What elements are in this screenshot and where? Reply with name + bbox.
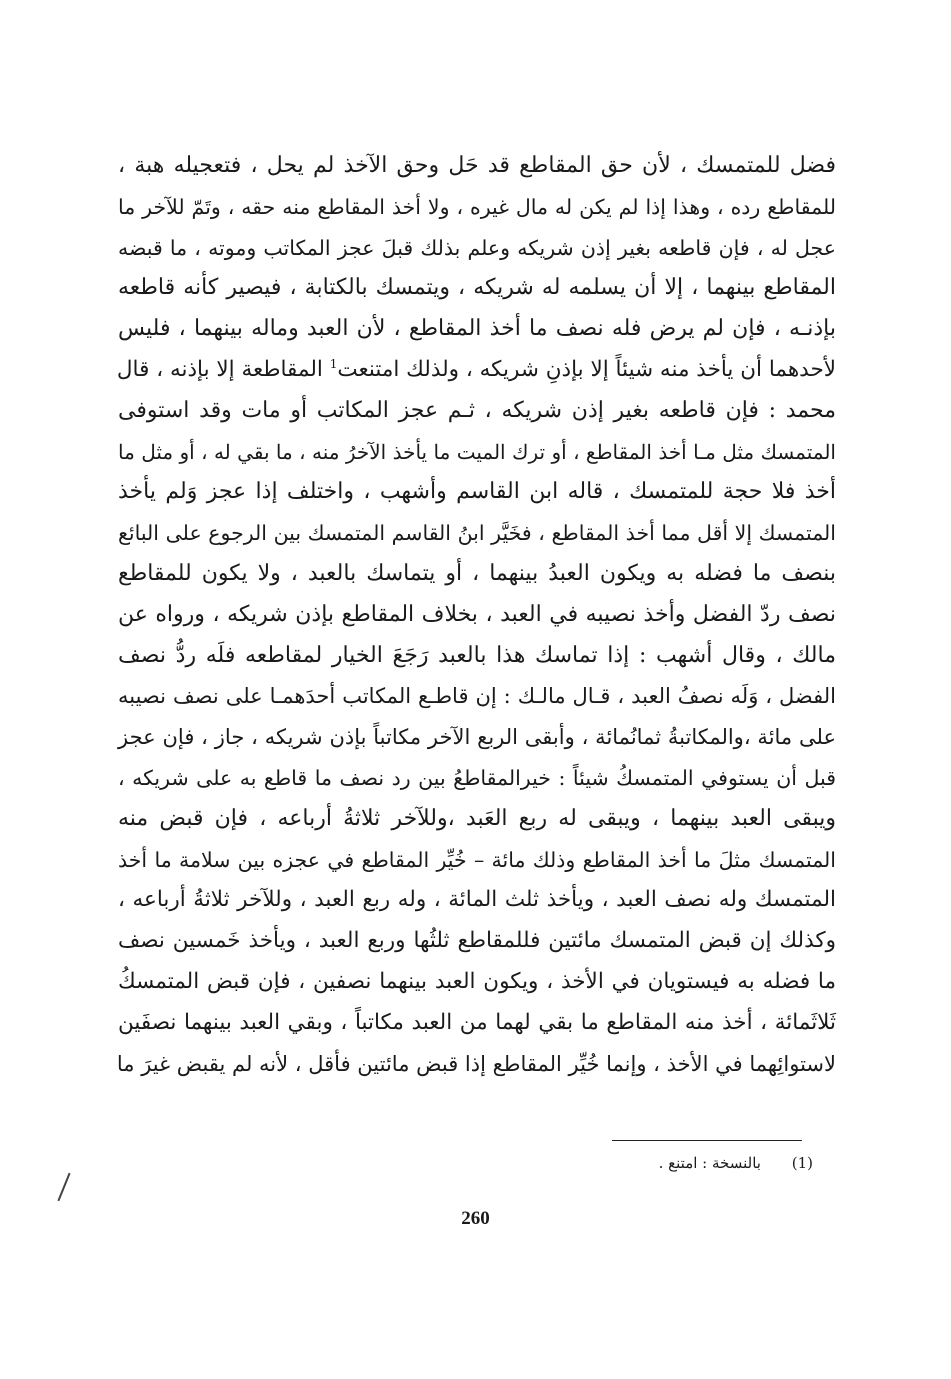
- body-text: [118, 146, 836, 1084]
- text-line-6: [118, 350, 836, 391]
- footnote-text: بالنسخة : امتنع .: [658, 1154, 761, 1172]
- text-line-6-start: لأحدهما أن يأخذ منه شيئاً إلا بإذنِ شريكه ، ولذلك امتنعت: [337, 356, 836, 382]
- text-line-14: الفضل ، وَلَه نصفُ العبد ، قـال مالـك : إن قاطـع المكاتب أحدَهمـا على نصف نصيبه: [118, 684, 836, 709]
- text-line-3: عجل له ، فإن قاطعه بغير إذن شريكه وعلم بذلك قبلَ عجز المكاتب وموته ، ما قبضه: [118, 235, 836, 260]
- text-line-23: لاستوائِهما في الأخذ ، وإنما خُيِّر المقاطع إذا قبض مائتين فأقل ، لأنه لم يقبض غيرَ ما: [116, 1051, 836, 1076]
- text-line-7: محمد : فإن قاطعه بغير إذن شريكه ، ثـم عجز المكاتب أو مات وقد استوفى: [118, 397, 836, 423]
- text-line-11: بنصف ما فضله به ويكون العبدُ بينهما ، أو يتماسك بالعبد ، ولا يكون للمقاطع: [118, 560, 836, 586]
- text-line-17: ويبقى العبد بينهما ، ويبقى له ربع العَبد ،وللآخر ثلاثةُ أرباعه ، فإن قبض منه: [118, 805, 836, 831]
- text-line-20: وكذلك إن قبض المتمسك مائتين فللمقاطع ثلثُها وربع العبد ، ويأخذ خَمسين نصف: [118, 928, 836, 954]
- text-line-8: المتمسك مثل مـا أخذ المقاطع ، أو ترك الميت ما يأخذ الآخرُ منه ، ما بقي له ، أو مثل ما: [118, 439, 836, 464]
- footnote: [659, 1150, 813, 1176]
- text-line-4: المقاطع بينهما ، إلا أن يسلمه له شريكه ، ويتمسك بالكتابة ، فيصير كأنه قاطعه: [118, 275, 836, 301]
- text-line-21: ما فضله به فيستويان في الأخذ ، ويكون العبد بينهما نصفين ، فإن قبض المتمسكُ: [118, 968, 836, 994]
- text-line-18: المتمسك مثلَ ما أخذ المقاطع وذلك مائة – خُيِّر المقاطع في عجزه بين سلامة ما أخذ: [118, 847, 836, 872]
- footnote-reference[interactable]: 1: [329, 356, 338, 371]
- scan-mark: [57, 1173, 70, 1202]
- footnote-number: (1): [791, 1154, 813, 1172]
- text-line-1: فضل للمتمسك ، لأن حق المقاطع قد حَل وحق الآخذ لم يحل ، فتعجيله هبة ،: [118, 153, 836, 178]
- text-line-5: بإذنـه ، فإن لم يرض فله نصف ما أخذ المقاطع ، لأن العبد وماله بينهما ، فليس: [118, 316, 836, 342]
- footnote-separator: [612, 1140, 802, 1141]
- text-line-19: المتمسك وله نصف العبد ، ويأخذ ثلث المائة ، وله ربع العبد ، وللآخر ثلاثةُ أرباعه ،: [118, 887, 836, 913]
- text-line-2: للمقاطع رده ، وهذا إذا لم يكن له مال غيره ، ولا أخذ المقاطع منه حقه ، وتَمّ للآخر ما: [118, 194, 836, 219]
- text-line-12: نصف ردّ الفضل وأخذ نصيبه في العبد ، بخلاف المقاطع بإذن شريكه ، ورواه عن: [118, 601, 836, 627]
- page-number: 260: [461, 1208, 490, 1229]
- text-line-16: قبل أن يستوفي المتمسكُ شيئاً : خيرالمقاطعُ بين رد نصف ما قاطع به على شريكه ،: [118, 765, 836, 790]
- text-line-6-end: المقاطعة إلا بإذنه ، قال: [116, 356, 323, 382]
- text-line-10: المتمسك إلا أقل مما أخذ المقاطع ، فخَيَّر ابنُ القاسم المتمسك بين الرجوع على البائع: [118, 521, 836, 546]
- text-line-13: مالك ، وقال أشهب : إذا تماسك هذا بالعبد رَجَعَ الخيار لمقاطعه فلَه ردُّ نصف: [118, 642, 836, 668]
- text-line-15: على مائة ،والمكاتبةُ ثمانُمائة ، وأبقى الربع الآخر مكاتباً بإذن شريكه ، جاز ، فإن عجز: [118, 725, 836, 750]
- text-line-22: ثَلاثَمائة ، أخذ منه المقاطع ما بقي لهما من العبد مكاتباً ، وبقي العبد بينهما نصفَين: [118, 1009, 836, 1035]
- text-line-9: أخذ فلا حجة للمتمسك ، قاله ابن القاسم وأشهب ، واختلف إذا عجز وَلم يأخذ: [118, 479, 836, 505]
